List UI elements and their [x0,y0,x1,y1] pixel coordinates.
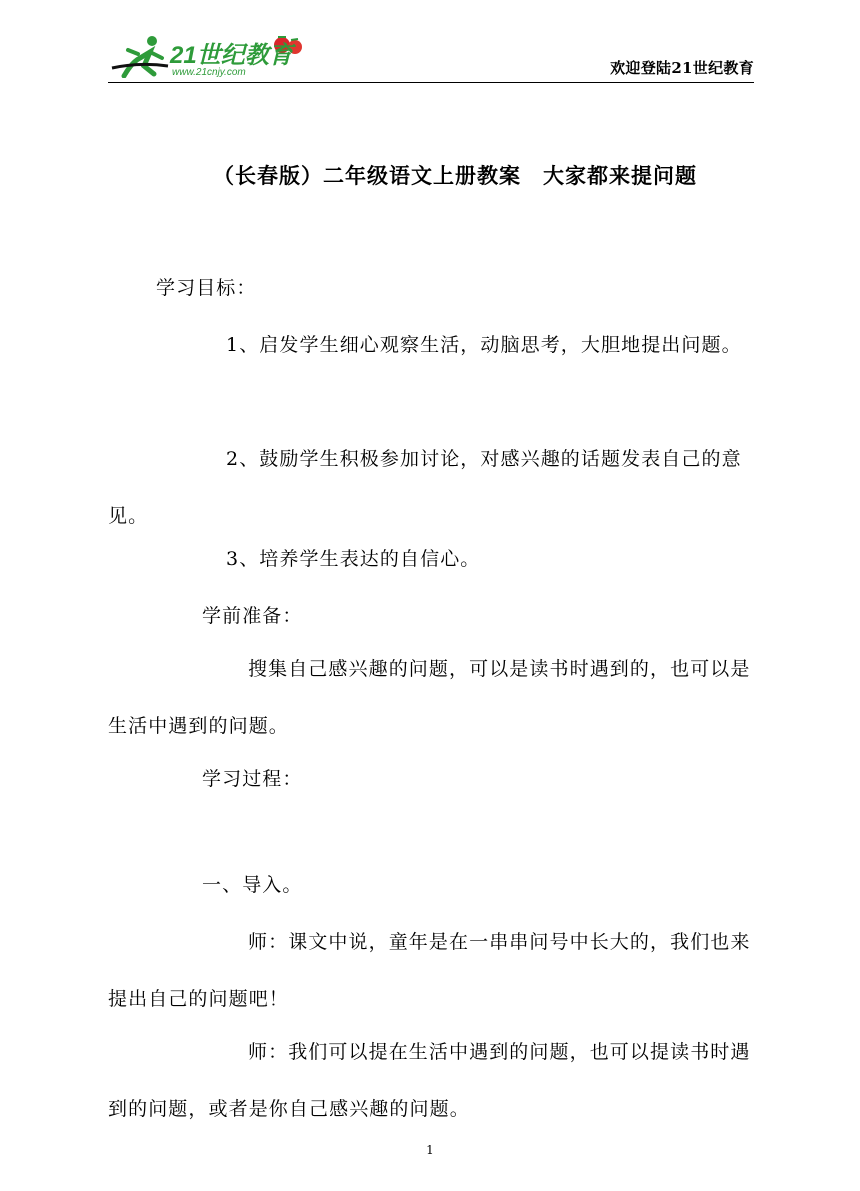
document-title: （长春版）二年级语文上册教案 大家都来提问题 [213,163,697,188]
teacher-line-1: 师：课文中说，童年是在一串串问号中长大的，我们也来提出自己的问题吧！ [108,931,751,1010]
section-heading-objectives: 学习目标： [156,277,257,299]
page-number: 1 [426,1143,434,1157]
objective-3: 3、培养学生表达的自信心。 [226,548,481,570]
preparation-text: 搜集自己感兴趣的问题，可以是读书时遇到的，也可以是生活中遇到的问题。 [108,658,751,737]
logo-figure-head [147,36,157,46]
page-header [108,32,754,83]
teacher-line-2: 师：我们可以提在生活中遇到的问题，也可以提读书时遇到的问题，或者是你自己感兴趣的问题。 [108,1041,751,1120]
objective-2: 2、鼓励学生积极参加讨论，对感兴趣的话题发表自己的意见。 [108,448,742,527]
objective-1: 1、启发学生细心观察生活，动脑思考，大胆地提出问题。 [226,334,742,356]
step-1-heading: 一、导入。 [202,874,303,896]
logo-url: www.21cnjy.com [172,67,246,78]
logo-swoosh [112,64,168,68]
section-heading-process: 学习过程： [202,768,303,790]
site-logo [110,32,310,78]
site-welcome-text: 欢迎登陆21世纪教育 [610,59,754,77]
section-heading-preparation: 学前准备： [202,605,303,627]
logo-text: 21世纪教育 [170,42,293,69]
